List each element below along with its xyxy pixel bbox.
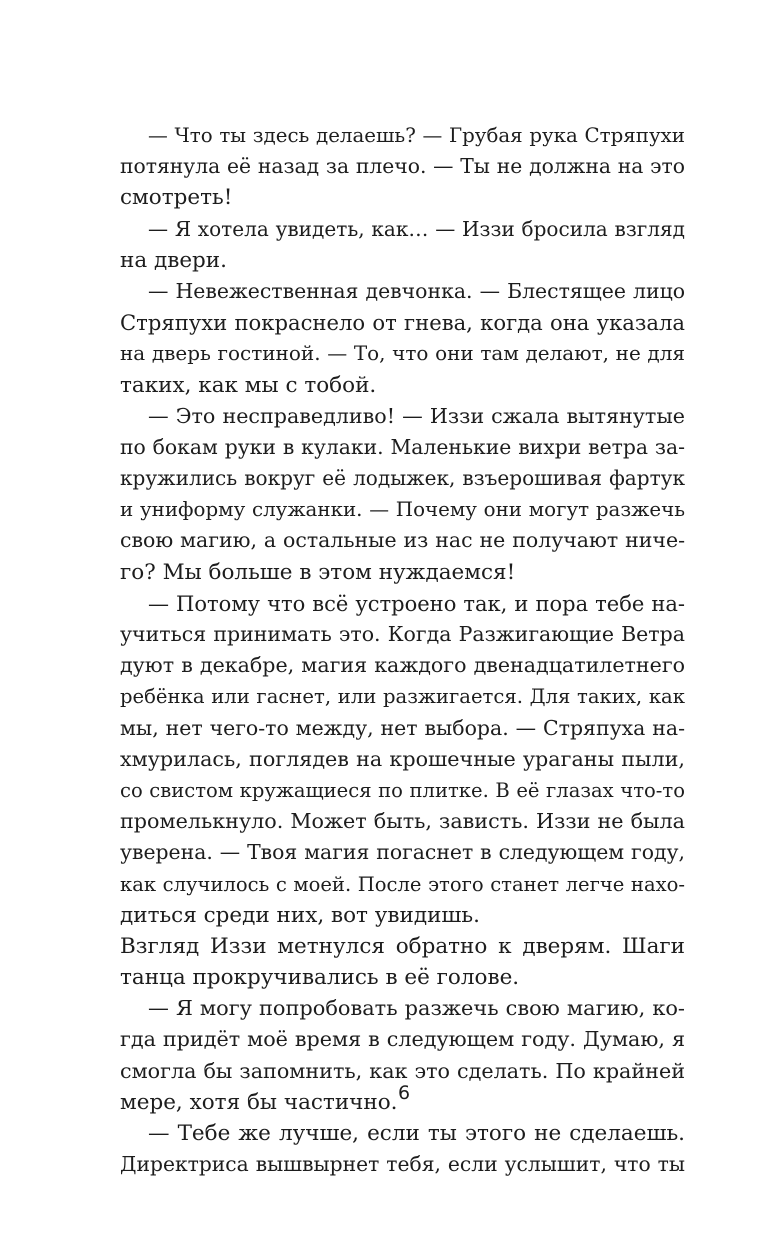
text-line: — Что ты здесь делаешь? — Грубая рука Стряпухи	[148, 124, 685, 147]
text-line: хмурилась, поглядев на крошечные ураганы пыли,	[120, 746, 685, 771]
text-line: мы, нет чего-то между, нет выбора. — Стряпуха на-	[120, 715, 685, 740]
text-line: — Невежественная девчонка. — Блестящее лицо	[148, 278, 685, 303]
text-line: ребёнка или гаснет, или разжигается. Для таких, как	[120, 685, 685, 709]
text-line: диться среди них, вот увидишь.	[120, 902, 480, 928]
text-line: го? Мы больше в этом нуждаемся!	[120, 559, 516, 585]
text-line: — Потому что всё устроено так, и пора тебе на-	[148, 590, 685, 616]
text-line: гда придёт моё время в следующем году. Думаю, я	[120, 1027, 685, 1052]
text-line: — Я могу попробовать разжечь свою магию, ко-	[148, 996, 685, 1021]
text-line: и униформу служанки. — Почему они могут разжечь	[120, 498, 685, 522]
text-line: Стряпухи покраснело от гнева, когда она указала	[120, 310, 685, 336]
text-line: таких, как мы с тобой.	[120, 372, 377, 398]
text-line: кружились вокруг её лодыжек, взъерошивая фартук	[120, 466, 685, 491]
text-line: как случилось с моей. После этого станет легче нахо-	[120, 872, 685, 896]
body-text	[120, 120, 685, 1180]
text-line: учиться принимать это. Когда Разжигающие Ветра	[120, 622, 685, 646]
text-line: — Это несправедливо! — Иззи сжала вытянутые	[148, 403, 685, 428]
text-line: смотреть!	[120, 185, 233, 211]
text-line: со свистом кружащиеся по плитке. В её глазах что-то	[120, 778, 685, 802]
text-line: — Я хотела увидеть, как… — Иззи бросила взгляд	[148, 216, 685, 241]
text-line: Взгляд Иззи метнулся обратно к дверям. Шаги	[120, 933, 685, 959]
text-line: мере, хотя бы частично.	[120, 1089, 398, 1115]
text-line: дуют в декабре, магия каждого двенадцатилетнего	[120, 653, 685, 678]
text-line: смогла бы запомнить, как это сделать. По крайней	[120, 1058, 685, 1083]
text-line: промелькнуло. Может быть, зависть. Иззи не была	[120, 809, 685, 834]
text-line: потянула её назад за плечо. — Ты не должна на это	[120, 154, 685, 179]
text-line: Директриса вышвырнет тебя, если услышит, что ты	[120, 1152, 685, 1177]
text-line: на двери.	[120, 247, 227, 273]
text-line: танца прокручивались в её голове.	[120, 965, 520, 991]
text-line: по бокам руки в кулаки. Маленькие вихри ветра за-	[120, 434, 685, 459]
text-line: свою магию, а остальные из нас не получают ниче-	[120, 528, 685, 553]
page-number: 6	[397, 1082, 411, 1104]
text-line: — Тебе же лучше, если ты этого не сделаешь.	[148, 1121, 685, 1146]
text-line: уверена. — Твоя магия погаснет в следующем году,	[120, 840, 685, 865]
text-line: на дверь гостиной. — То, что они там делают, не для	[120, 341, 685, 366]
